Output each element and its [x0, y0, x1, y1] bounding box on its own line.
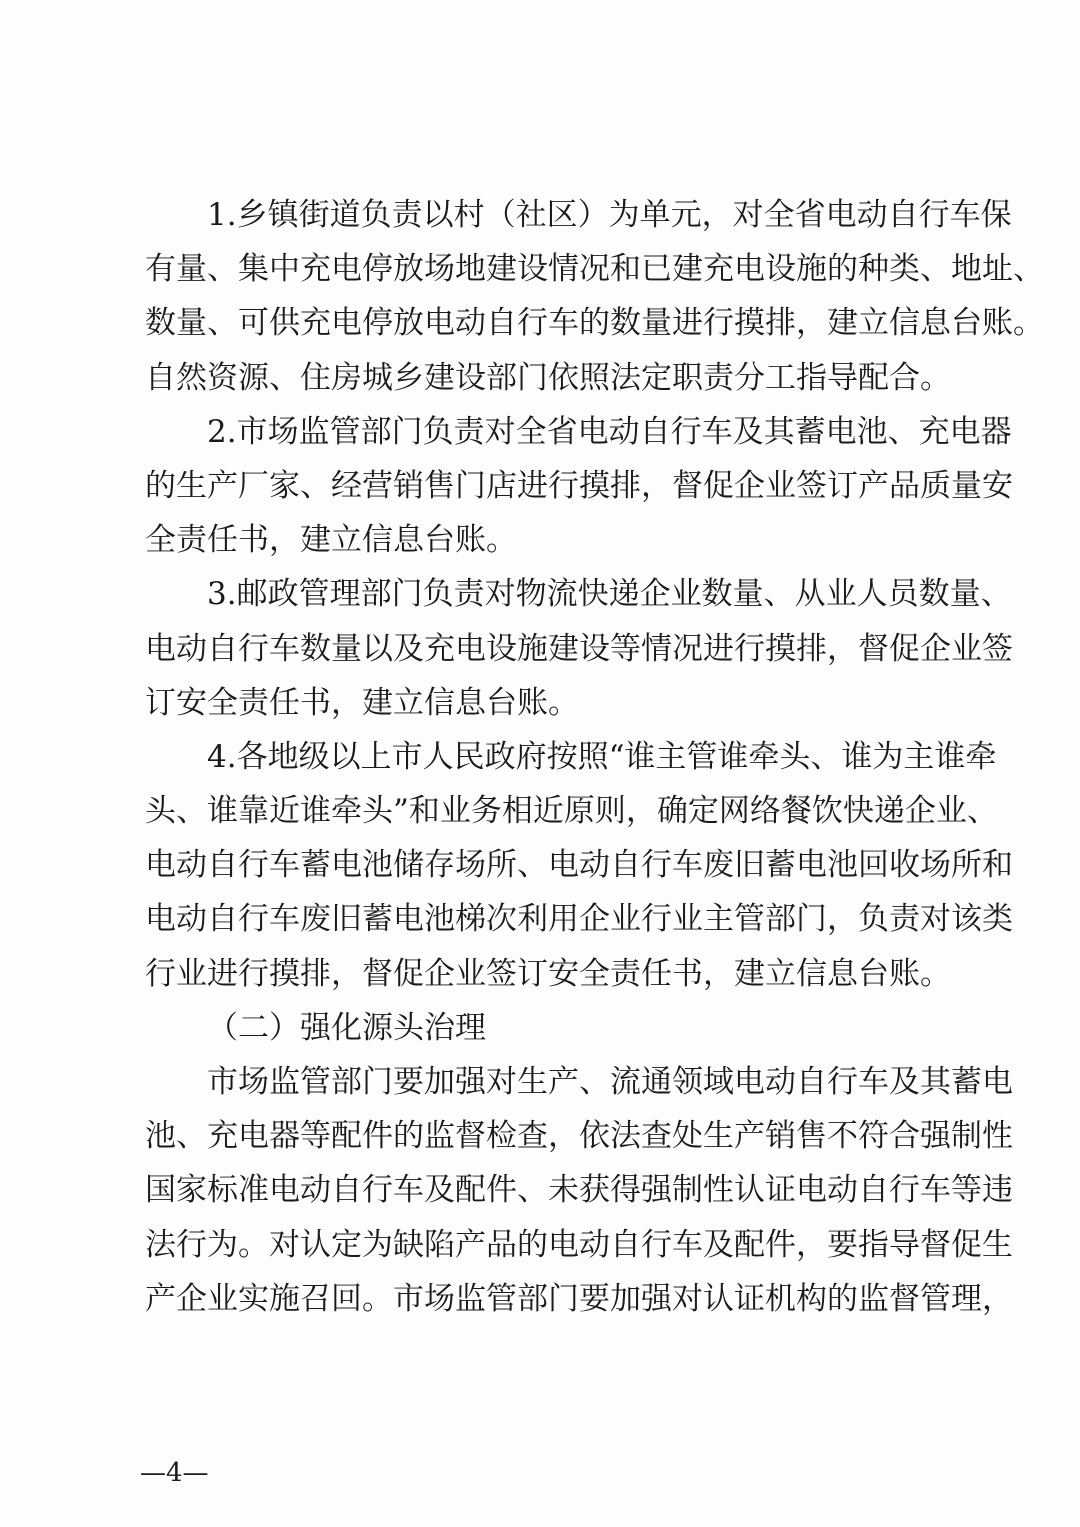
paragraph-5-line-2: 池、充电器等配件的监督检查，依法查处生产销售不符合强制性	[145, 1118, 1013, 1155]
paragraph-2-line-2: 的生产厂家、经营销售门店进行摸排，督促企业签订产品质量安	[145, 467, 1013, 504]
paragraph-1-line-4: 自然资源、住房城乡建设部门依照法定职责分工指导配合。	[145, 359, 951, 396]
paragraph-1-line-2: 有量、集中充电停放场地建设情况和已建充电设施的种类、地址、	[145, 251, 1044, 288]
paragraph-4-line-4: 电动自行车废旧蓄电池梯次利用企业行业主管部门，负责对该类	[145, 901, 1013, 938]
paragraph-5-line-5: 产企业实施召回。市场监管部门要加强对认证机构的监督管理，	[145, 1280, 1013, 1317]
paragraph-2-line-3: 全责任书，建立信息台账。	[145, 522, 517, 559]
paragraph-3-line-3: 订安全责任书，建立信息台账。	[145, 684, 579, 721]
paragraph-5-line-1: 市场监管部门要加强对生产、流通领域电动自行车及其蓄电	[207, 1064, 1013, 1100]
paragraph-4-line-1: 4.各地级以上市人民政府按照“谁主管谁牵头、谁为主谁牵	[207, 738, 997, 775]
section-heading: （二）强化源头治理	[207, 1009, 486, 1046]
paragraph-5-line-3: 国家标准电动自行车及配件、未获得强制性认证电动自行车等违	[145, 1172, 1013, 1209]
paragraph-1-line-1: 1.乡镇街道负责以村（社区）为单元，对全省电动自行车保	[207, 197, 1012, 233]
paragraph-5-line-4: 法行为。对认定为缺陷产品的电动自行车及配件，要指导督促生	[145, 1226, 1013, 1263]
document-body	[145, 188, 1044, 1326]
paragraph-3-line-2: 电动自行车数量以及充电设施建设等情况进行摸排，督促企业签	[145, 630, 1013, 667]
paragraph-4-line-5: 行业进行摸排，督促企业签订安全责任书，建立信息台账。	[145, 955, 951, 992]
paragraph-2-line-1: 2.市场监管部门负责对全省电动自行车及其蓄电池、充电器	[207, 413, 1012, 450]
page-number: —4—	[140, 1458, 209, 1488]
paragraph-4-line-2: 头、谁靠近谁牵头”和业务相近原则，确定网络餐饮快递企业、	[145, 793, 998, 830]
paragraph-1-line-3: 数量、可供充电停放电动自行车的数量进行摸排，建立信息台账。	[145, 305, 1044, 342]
paragraph-4-line-3: 电动自行车蓄电池储存场所、电动自行车废旧蓄电池回收场所和	[145, 847, 1013, 884]
paragraph-3-line-1: 3.邮政管理部门负责对物流快递企业数量、从业人员数量、	[207, 576, 1012, 613]
